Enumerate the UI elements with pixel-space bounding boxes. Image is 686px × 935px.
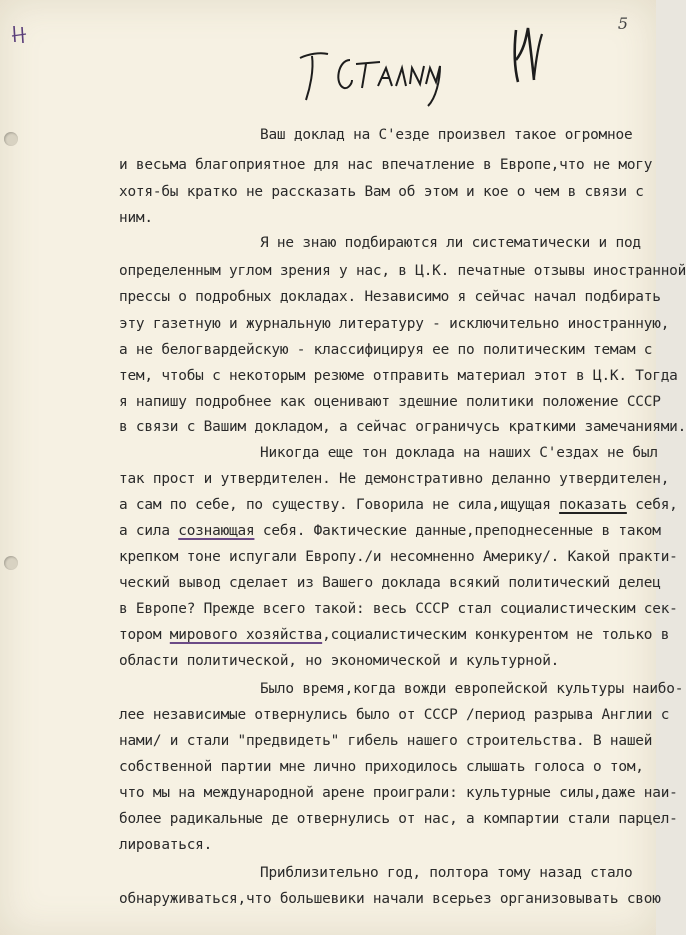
text-line: обнаруживаться,что большевики начали всерьез организовывать свою [119, 891, 661, 907]
text-line: нами/ и стали "предвидеть" гибель нашего строительства. В нашей [119, 733, 653, 749]
text-line: в Европе? Прежде всего такой: весь СССР стал социалистическим сек- [119, 601, 678, 617]
text-line: Я не знаю подбираются ли систематически и под [260, 235, 641, 251]
text-line: определенным углом зрения у нас, в Ц.К. печатные отзывы иностранной [119, 263, 686, 279]
text-line-with-underline: а сила сознающая себя. Фактические данные,преподнесенные в таком [119, 523, 661, 539]
text-line: в связи с Вашим докладом, а сейчас ограничусь краткими замечаниями. [119, 419, 686, 435]
text-line: эту газетную и журнальную литературу - исключительно иностранную, [119, 316, 670, 332]
text-line: более радикальные де отвернулись от нас, а компартии стали парцел- [119, 811, 678, 827]
text-line: Ваш доклад на С'езде произвел такое огромное [260, 127, 633, 143]
text-line: и весьма благоприятное для нас впечатление в Европе,что не могу [119, 157, 653, 173]
text-line: ним. [119, 210, 153, 226]
text-line: прессы о подробных докладах. Независимо я сейчас начал подбирать [119, 289, 661, 305]
text-line: я напишу подробнее как оценивают здешние политики положение СССР [119, 394, 661, 410]
text-line: Никогда еще тон доклада на наших С'ездах не был [260, 445, 658, 461]
text-line: так прост и утвердителен. Не демонстративно деланно утвердителен, [119, 471, 670, 487]
text-line: а не белогвардейскую - классифицируя ее по политическим темам с [119, 342, 653, 358]
text-line: ческий вывод сделает из Вашего доклада всякий политический делец [119, 575, 661, 591]
text-line: что мы на международной арене проиграли: культурные силы,даже наи- [119, 785, 678, 801]
text-line: Было время,когда вожди европейской культуры наибо- [260, 681, 684, 697]
text-line: хотя-бы кратко не рассказать Вам об этом и кое о чем в связи с [119, 184, 644, 200]
underlined-phrase: мирового хозяйства [169, 627, 323, 643]
page-number: 5 [617, 14, 628, 33]
text-line: Приблизительно год, полтора тому назад стало [260, 865, 633, 881]
text-line: лироваться. [119, 837, 213, 853]
text-line-with-underline: а сам по себе, по существу. Говорила не сила,ищущая показать себя, [119, 497, 678, 513]
underlined-word: показать [559, 497, 627, 513]
text-line: собственной партии мне лично приходилось слышать голоса о том, [119, 759, 644, 775]
text-line-with-underline: тором мирового хозяйства,социалистическим конкурентом не только в [119, 627, 670, 643]
text-line: лее независимые отвернулись было от СССР /период разрыва Англии с [119, 707, 670, 723]
underlined-word: сознающая [178, 523, 255, 539]
text-line: крепком тоне испугали Европу./и несомненно Америку/. Какой практи- [119, 549, 678, 565]
text-line: тем, чтобы с некоторым резюме отправить материал этот в Ц.К. Тогда [119, 368, 678, 384]
text-line: области политической, но экономической и культурной. [119, 653, 560, 669]
